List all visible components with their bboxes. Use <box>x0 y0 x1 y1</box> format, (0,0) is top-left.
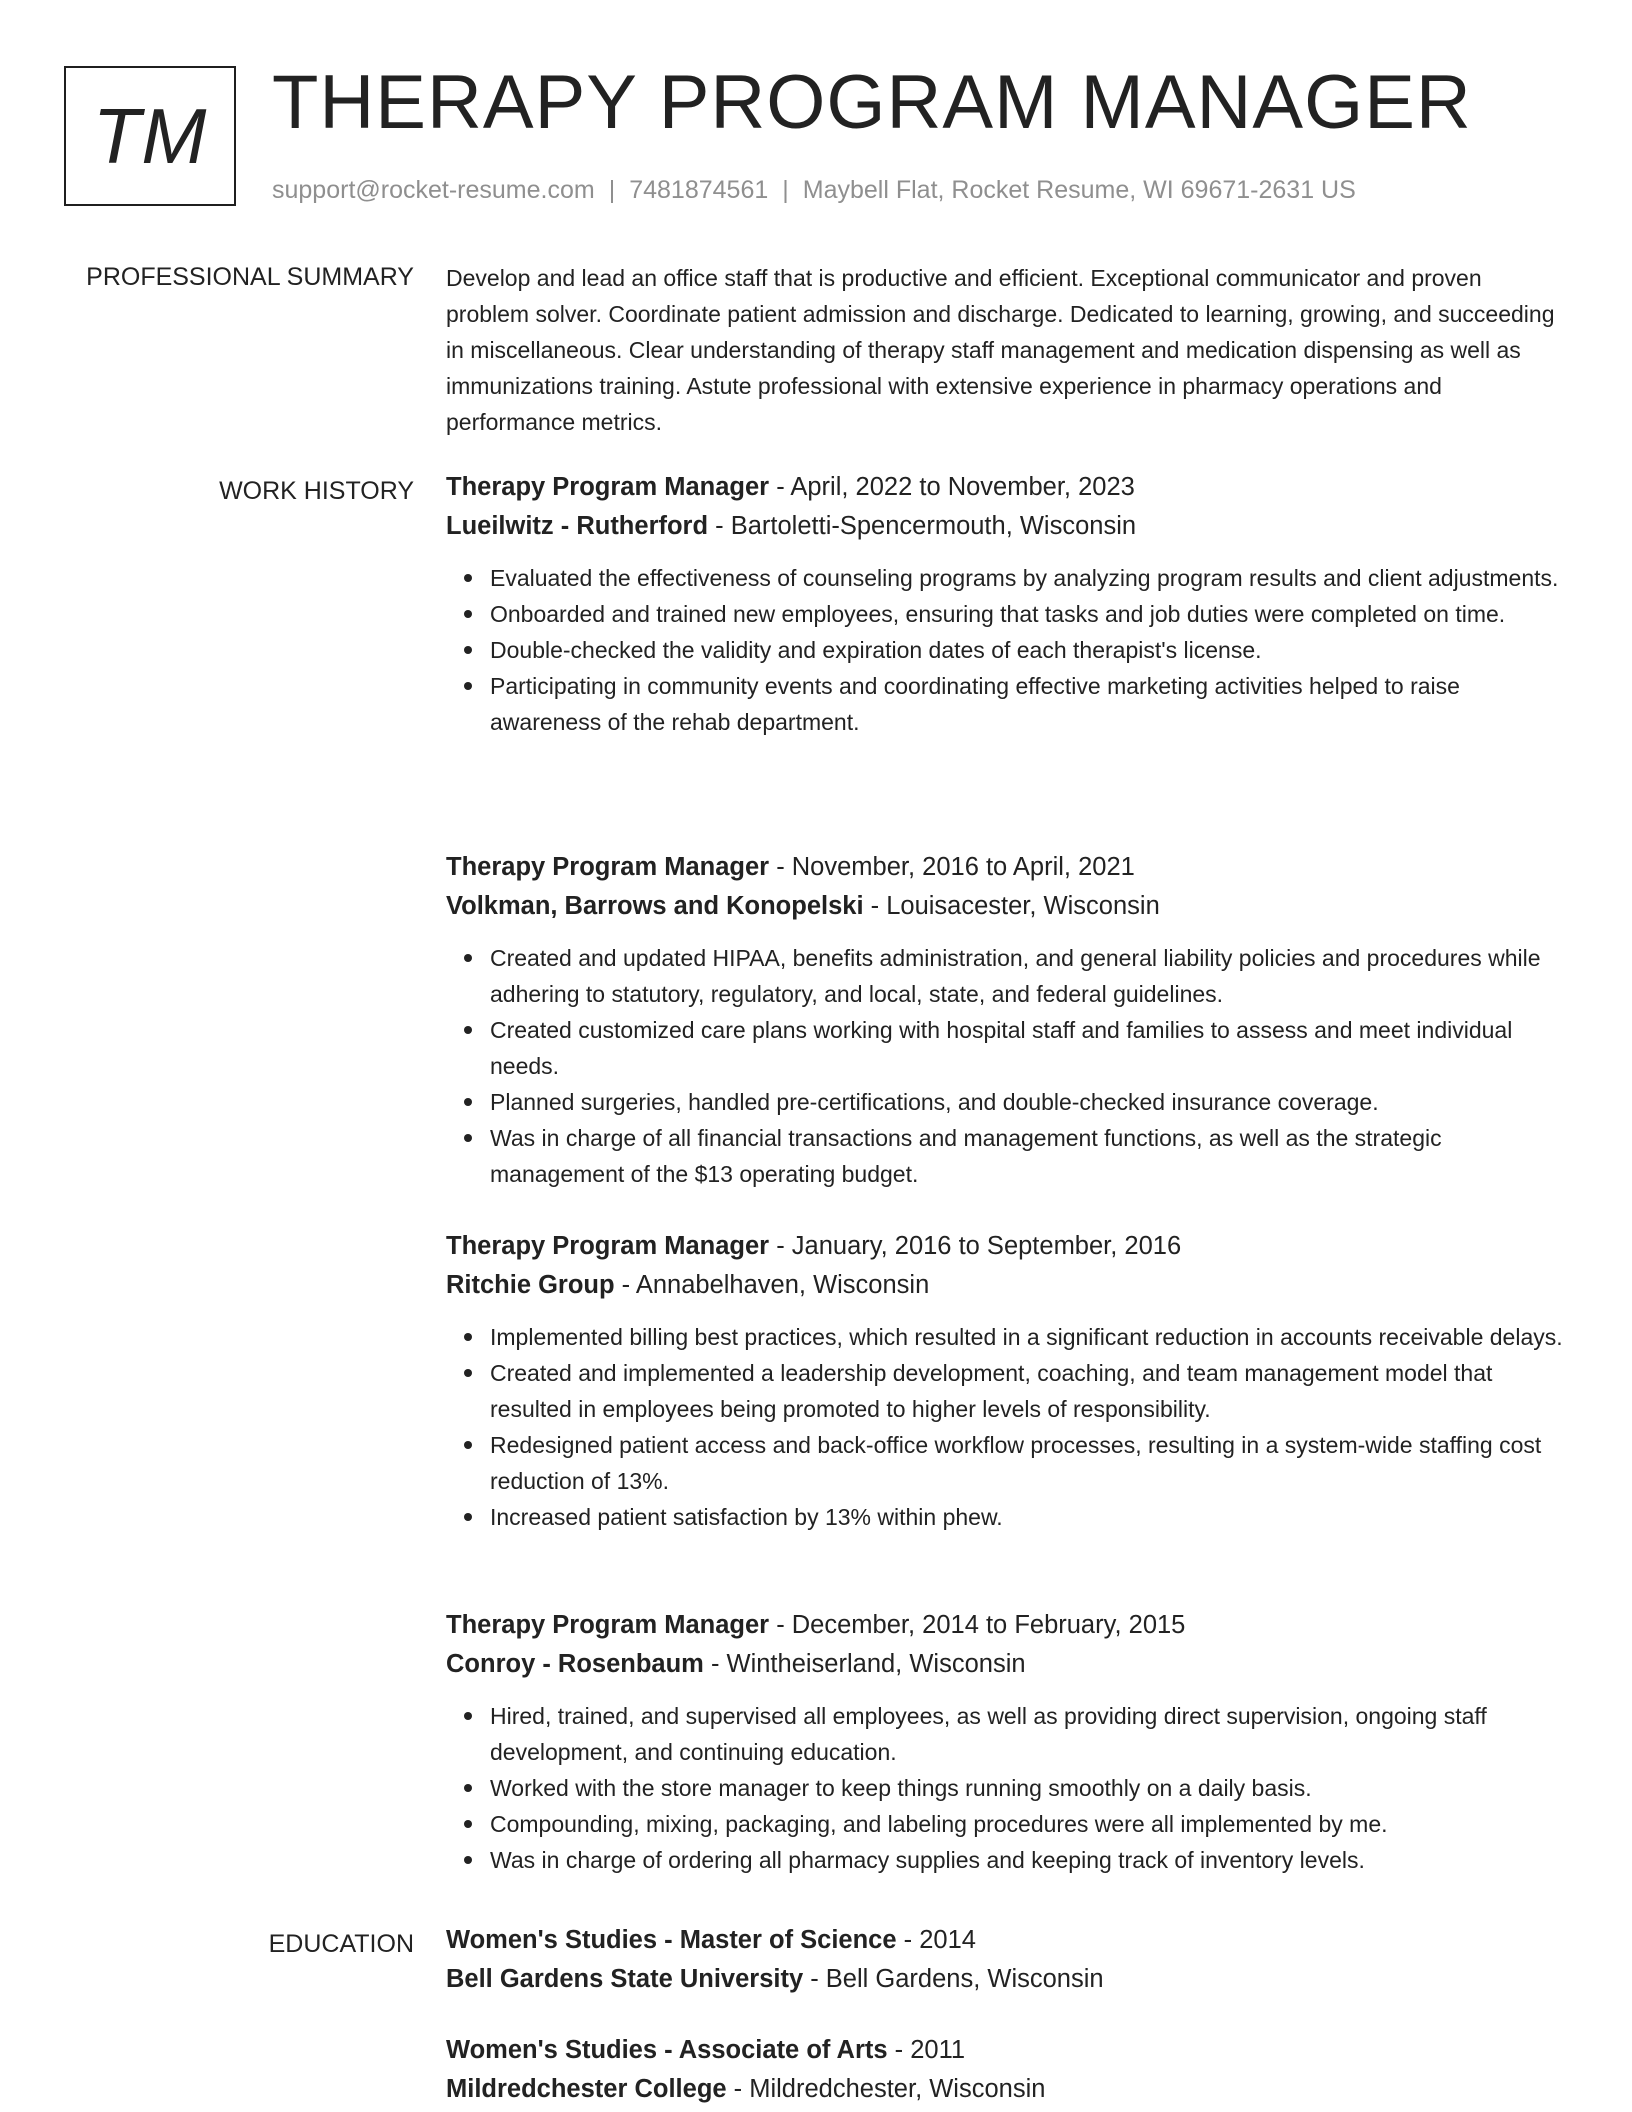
job-bullets <box>446 1698 1566 1878</box>
list-item: Compounding, mixing, packaging, and labeling procedures were all implemented by me. <box>490 1806 1566 1842</box>
education-entry <box>446 1921 1566 1999</box>
list-item: Was in charge of ordering all pharmacy supplies and keeping track of inventory levels. <box>490 1842 1566 1878</box>
job-bullets <box>446 940 1566 1192</box>
job-company-line <box>446 507 1566 546</box>
section-label-education: EDUCATION <box>268 1930 414 1958</box>
job-title-line <box>446 468 1566 507</box>
list-item: Double-checked the validity and expiration dates of each therapist's license. <box>490 632 1566 668</box>
summary-section <box>446 260 1566 440</box>
education-location: - Mildredchester, Wisconsin <box>726 2075 1046 2103</box>
job-title: Therapy Program Manager <box>446 853 770 881</box>
job-entry <box>446 468 1566 740</box>
list-item: Created customized care plans working with hospital staff and families to assess and meet individual needs. <box>490 1012 1566 1084</box>
contact-phone[interactable]: 7481874561 <box>629 176 769 204</box>
list-item: Planned surgeries, handled pre-certifications, and double-checked insurance coverage. <box>490 1084 1566 1120</box>
job-company: Lueilwitz - Rutherford <box>446 512 709 540</box>
contact-email[interactable]: support@rocket-resume.com <box>272 176 595 204</box>
job-dates: - December, 2014 to February, 2015 <box>769 1611 1186 1639</box>
job-title: Therapy Program Manager <box>446 473 770 501</box>
job-company-line <box>446 887 1566 926</box>
education-entry <box>446 2031 1566 2109</box>
list-item: Increased patient satisfaction by 13% within phew. <box>490 1499 1566 1535</box>
contact-address: Maybell Flat, Rocket Resume, WI 69671-2631 US <box>802 176 1356 204</box>
education-degree: Women's Studies - Associate of Arts <box>446 2036 888 2064</box>
job-company: Ritchie Group <box>446 1271 615 1299</box>
monogram-logo: TM <box>64 66 236 206</box>
job-company-line <box>446 1645 1566 1684</box>
education-school-line <box>446 1960 1566 1999</box>
list-item: Created and updated HIPAA, benefits administration, and general liability policies and procedures while adhering to statutory, regulatory, and local, state, and federal guidelines. <box>490 940 1566 1012</box>
education-year: - 2011 <box>887 2036 966 2064</box>
list-item: Onboarded and trained new employees, ensuring that tasks and job duties were completed on time. <box>490 596 1566 632</box>
contact-line <box>272 175 1356 205</box>
education-degree-line <box>446 1921 1566 1960</box>
job-bullets <box>446 560 1566 740</box>
job-dates: - November, 2016 to April, 2021 <box>769 853 1135 881</box>
job-bullets <box>446 1319 1566 1535</box>
contact-separator: | <box>608 176 616 204</box>
job-dates: - January, 2016 to September, 2016 <box>769 1232 1182 1260</box>
job-location: - Bartoletti-Spencermouth, Wisconsin <box>708 512 1137 540</box>
job-dates: - April, 2022 to November, 2023 <box>769 473 1135 501</box>
education-year: - 2014 <box>896 1926 976 1954</box>
job-title-line <box>446 848 1566 887</box>
contact-separator: | <box>782 176 789 204</box>
list-item: Was in charge of all financial transactions and management functions, as well as the strategic management of the $13 operating budget. <box>490 1120 1566 1192</box>
section-label-work-history: WORK HISTORY <box>219 477 414 505</box>
section-label-summary: PROFESSIONAL SUMMARY <box>86 263 414 291</box>
list-item: Evaluated the effectiveness of counseling programs by analyzing program results and client adjustments. <box>490 560 1566 596</box>
education-degree: Women's Studies - Master of Science <box>446 1926 897 1954</box>
job-company: Volkman, Barrows and Konopelski <box>446 892 864 920</box>
job-title-line <box>446 1227 1566 1266</box>
job-location: - Annabelhaven, Wisconsin <box>614 1271 930 1299</box>
job-company: Conroy - Rosenbaum <box>446 1650 704 1678</box>
job-entry <box>446 848 1566 1192</box>
job-title: Therapy Program Manager <box>446 1611 770 1639</box>
list-item: Redesigned patient access and back-office workflow processes, resulting in a system-wide staffing cost reduction of 13%. <box>490 1427 1566 1499</box>
list-item: Participating in community events and coordinating effective marketing activities helped to raise awareness of the rehab department. <box>490 668 1566 740</box>
education-degree-line <box>446 2031 1566 2070</box>
education-school: Mildredchester College <box>446 2075 727 2103</box>
page-title: THERAPY PROGRAM MANAGER <box>272 60 1472 145</box>
job-location: - Wintheiserland, Wisconsin <box>703 1650 1026 1678</box>
list-item: Hired, trained, and supervised all employees, as well as providing direct supervision, ongoing staff development, and continuing education. <box>490 1698 1566 1770</box>
education-school-line <box>446 2070 1566 2109</box>
list-item: Worked with the store manager to keep things running smoothly on a daily basis. <box>490 1770 1566 1806</box>
job-entry <box>446 1227 1566 1535</box>
job-title-line <box>446 1606 1566 1645</box>
job-entry <box>446 1606 1566 1878</box>
summary-text: Develop and lead an office staff that is productive and efficient. Exceptional communicator and proven problem solver. Coordinate patient admission and discharge. Dedicated to learning, growing, and succeeding in miscellaneous. Clear understanding of therapy staff management and medication dispensing as well as immunizations training. Astute professional with extensive experience in pharmacy operations and performance metrics. <box>446 265 1555 435</box>
list-item: Implemented billing best practices, which resulted in a significant reduction in accounts receivable delays. <box>490 1319 1566 1355</box>
education-school: Bell Gardens State University <box>446 1965 804 1993</box>
list-item: Created and implemented a leadership development, coaching, and team management model that resulted in employees being promoted to higher levels of responsibility. <box>490 1355 1566 1427</box>
job-title: Therapy Program Manager <box>446 1232 770 1260</box>
job-company-line <box>446 1266 1566 1305</box>
education-location: - Bell Gardens, Wisconsin <box>803 1965 1104 1993</box>
job-location: - Louisacester, Wisconsin <box>863 892 1160 920</box>
